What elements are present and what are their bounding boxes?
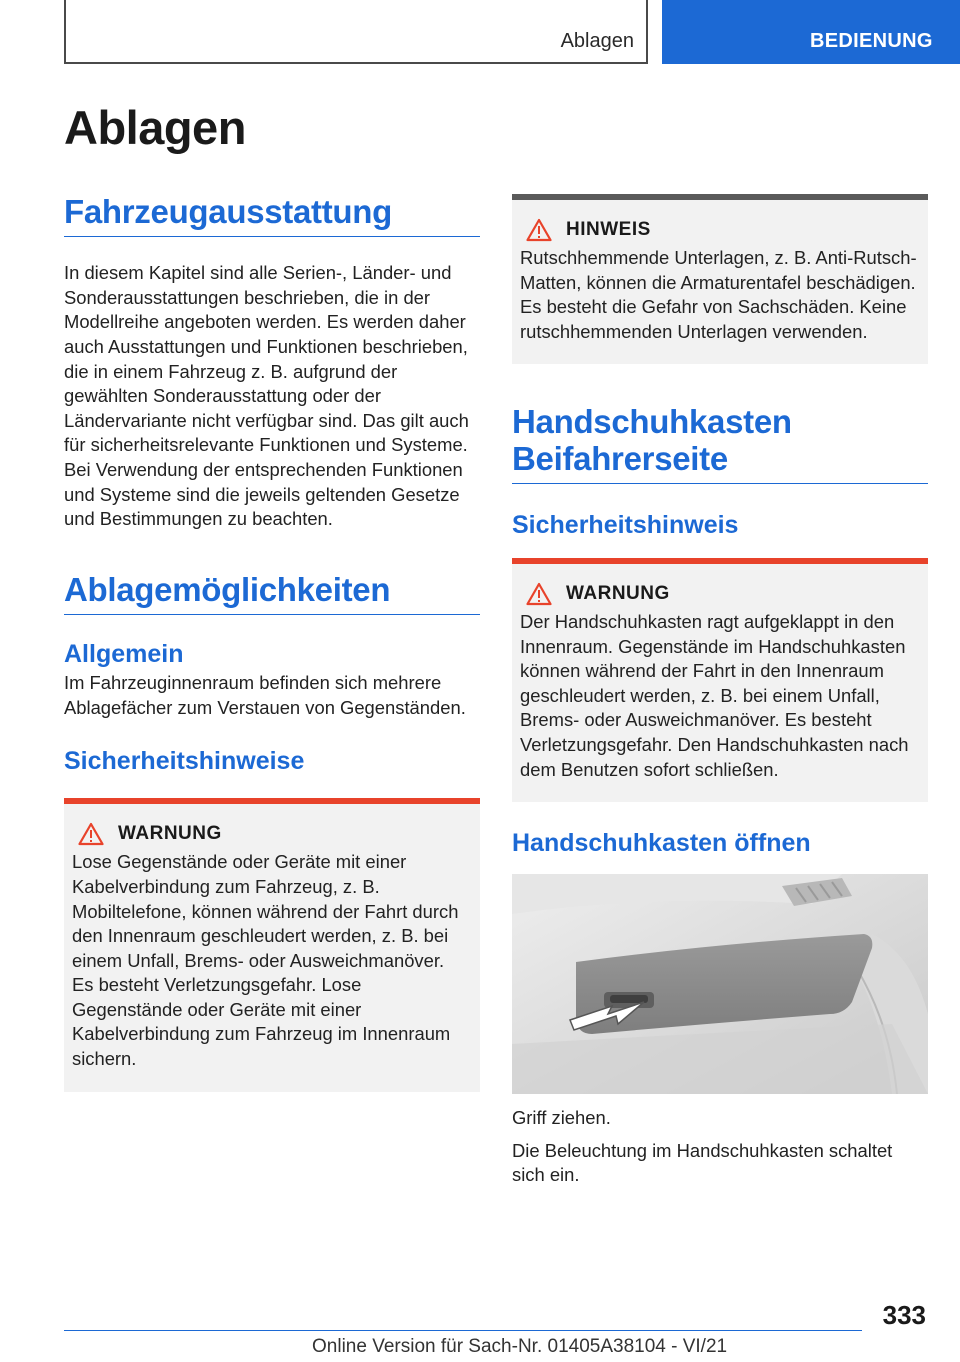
warning-box-glovebox	[512, 558, 928, 802]
page-number: 333	[882, 1300, 926, 1330]
warning-text-glovebox: Der Handschuhkasten ragt aufgeklappt in den Innenraum. Gegenstände im Handschuhkasten können während der Fahrt in den Innenraum geschleudert werden, z. B. bei einem Unfall, Brems- oder Ausweichmanöver. Es besteht Verletzungsgefahr. Den Handschuhkasten nach dem Benutzen sofort schließen.	[520, 610, 909, 780]
footer-rule	[64, 1330, 862, 1331]
header-chapter-tab: BEDIENUNG	[662, 0, 960, 64]
heading-ablagemoeglichkeiten: Ablagemöglichkeiten	[64, 572, 480, 615]
heading-sicherheitshinweise: Sicherheitshinweise	[64, 747, 305, 776]
glovebox-illustration	[512, 874, 928, 1094]
warning-label-glovebox: WARNUNG	[566, 582, 670, 604]
heading-handschuhkasten-oeffnen: Handschuhkasten öffnen	[512, 829, 811, 858]
warning-triangle-icon	[526, 582, 552, 606]
page-title: Ablagen	[64, 101, 246, 154]
warning-header	[72, 822, 470, 846]
header-section-title: Ablagen	[560, 30, 634, 52]
heading-allgemein: Allgemein	[64, 640, 184, 669]
hint-box	[512, 194, 928, 364]
right-column	[512, 194, 928, 1188]
warning-header-glovebox	[520, 582, 918, 606]
left-column	[64, 194, 480, 1092]
warning-box	[64, 798, 480, 1091]
warning-text: Lose Gegenstände oder Geräte mit einer Kabelverbindung zum Fahrzeug, z. B. Mobiltelefone, können während der Fahrt durch den Innenraum geschleudert werden, z. B. bei einem Unfall, Brems- oder Ausweichmanöver. Es besteht Verletzungsgefahr. Lose Gegenstände oder Geräte mit einer Kabelverbindung zum Fahrzeug im Innenraum sichern.	[72, 851, 459, 1070]
step-2: Die Beleuchtung im Handschuhkasten schaltet sich ein.	[512, 1139, 893, 1186]
warning-triangle-icon	[78, 822, 104, 846]
hint-label: HINWEIS	[566, 219, 651, 240]
heading-fahrzeugausstattung: Fahrzeugausstattung	[64, 194, 480, 237]
intro-paragraph: In diesem Kapitel sind alle Serien-, Länder- und Sonderausstattungen beschrieben, die in der Modellreihe angeboten werden. Es werden daher auch Ausstattungen und Funktionen beschrieben, die in einem Fahrzeug z. B. aufgrund der gewählten Sonderausstattung oder der Ländervariante nicht verfügbar sind. Das gilt auch für sicherheitsrelevante Funktionen und Systeme. Bei Verwendung der entsprechenden Funktionen und Systeme sind die jeweils geltenden Gesetze und Bestimmungen zu beachten.	[64, 262, 469, 530]
hint-header	[520, 218, 918, 242]
allgemein-paragraph: Im Fahrzeuginnenraum befinden sich mehrere Ablagefächer zum Verstauen von Gegenständen.	[64, 672, 466, 718]
footer-online-version: Online Version für Sach-Nr. 01405A38104 - VI/21	[312, 1336, 728, 1357]
glovebox-photo	[512, 874, 928, 1094]
heading-handschuhkasten: Handschuhkasten Beifahrerseite	[512, 404, 928, 484]
hint-text: Rutschhemmende Unterlagen, z. B. Anti-Rutsch-Matten, können die Armaturentafel beschädigen. Es besteht die Gefahr von Sachschäden. Keine rutschhemmenden Unterlagen verwenden.	[520, 247, 917, 342]
warning-label: WARNUNG	[118, 823, 222, 845]
heading-sicherheitshinweis: Sicherheitshinweis	[512, 510, 739, 539]
warning-triangle-icon	[526, 218, 552, 242]
step-1: Griff ziehen.	[512, 1107, 611, 1129]
